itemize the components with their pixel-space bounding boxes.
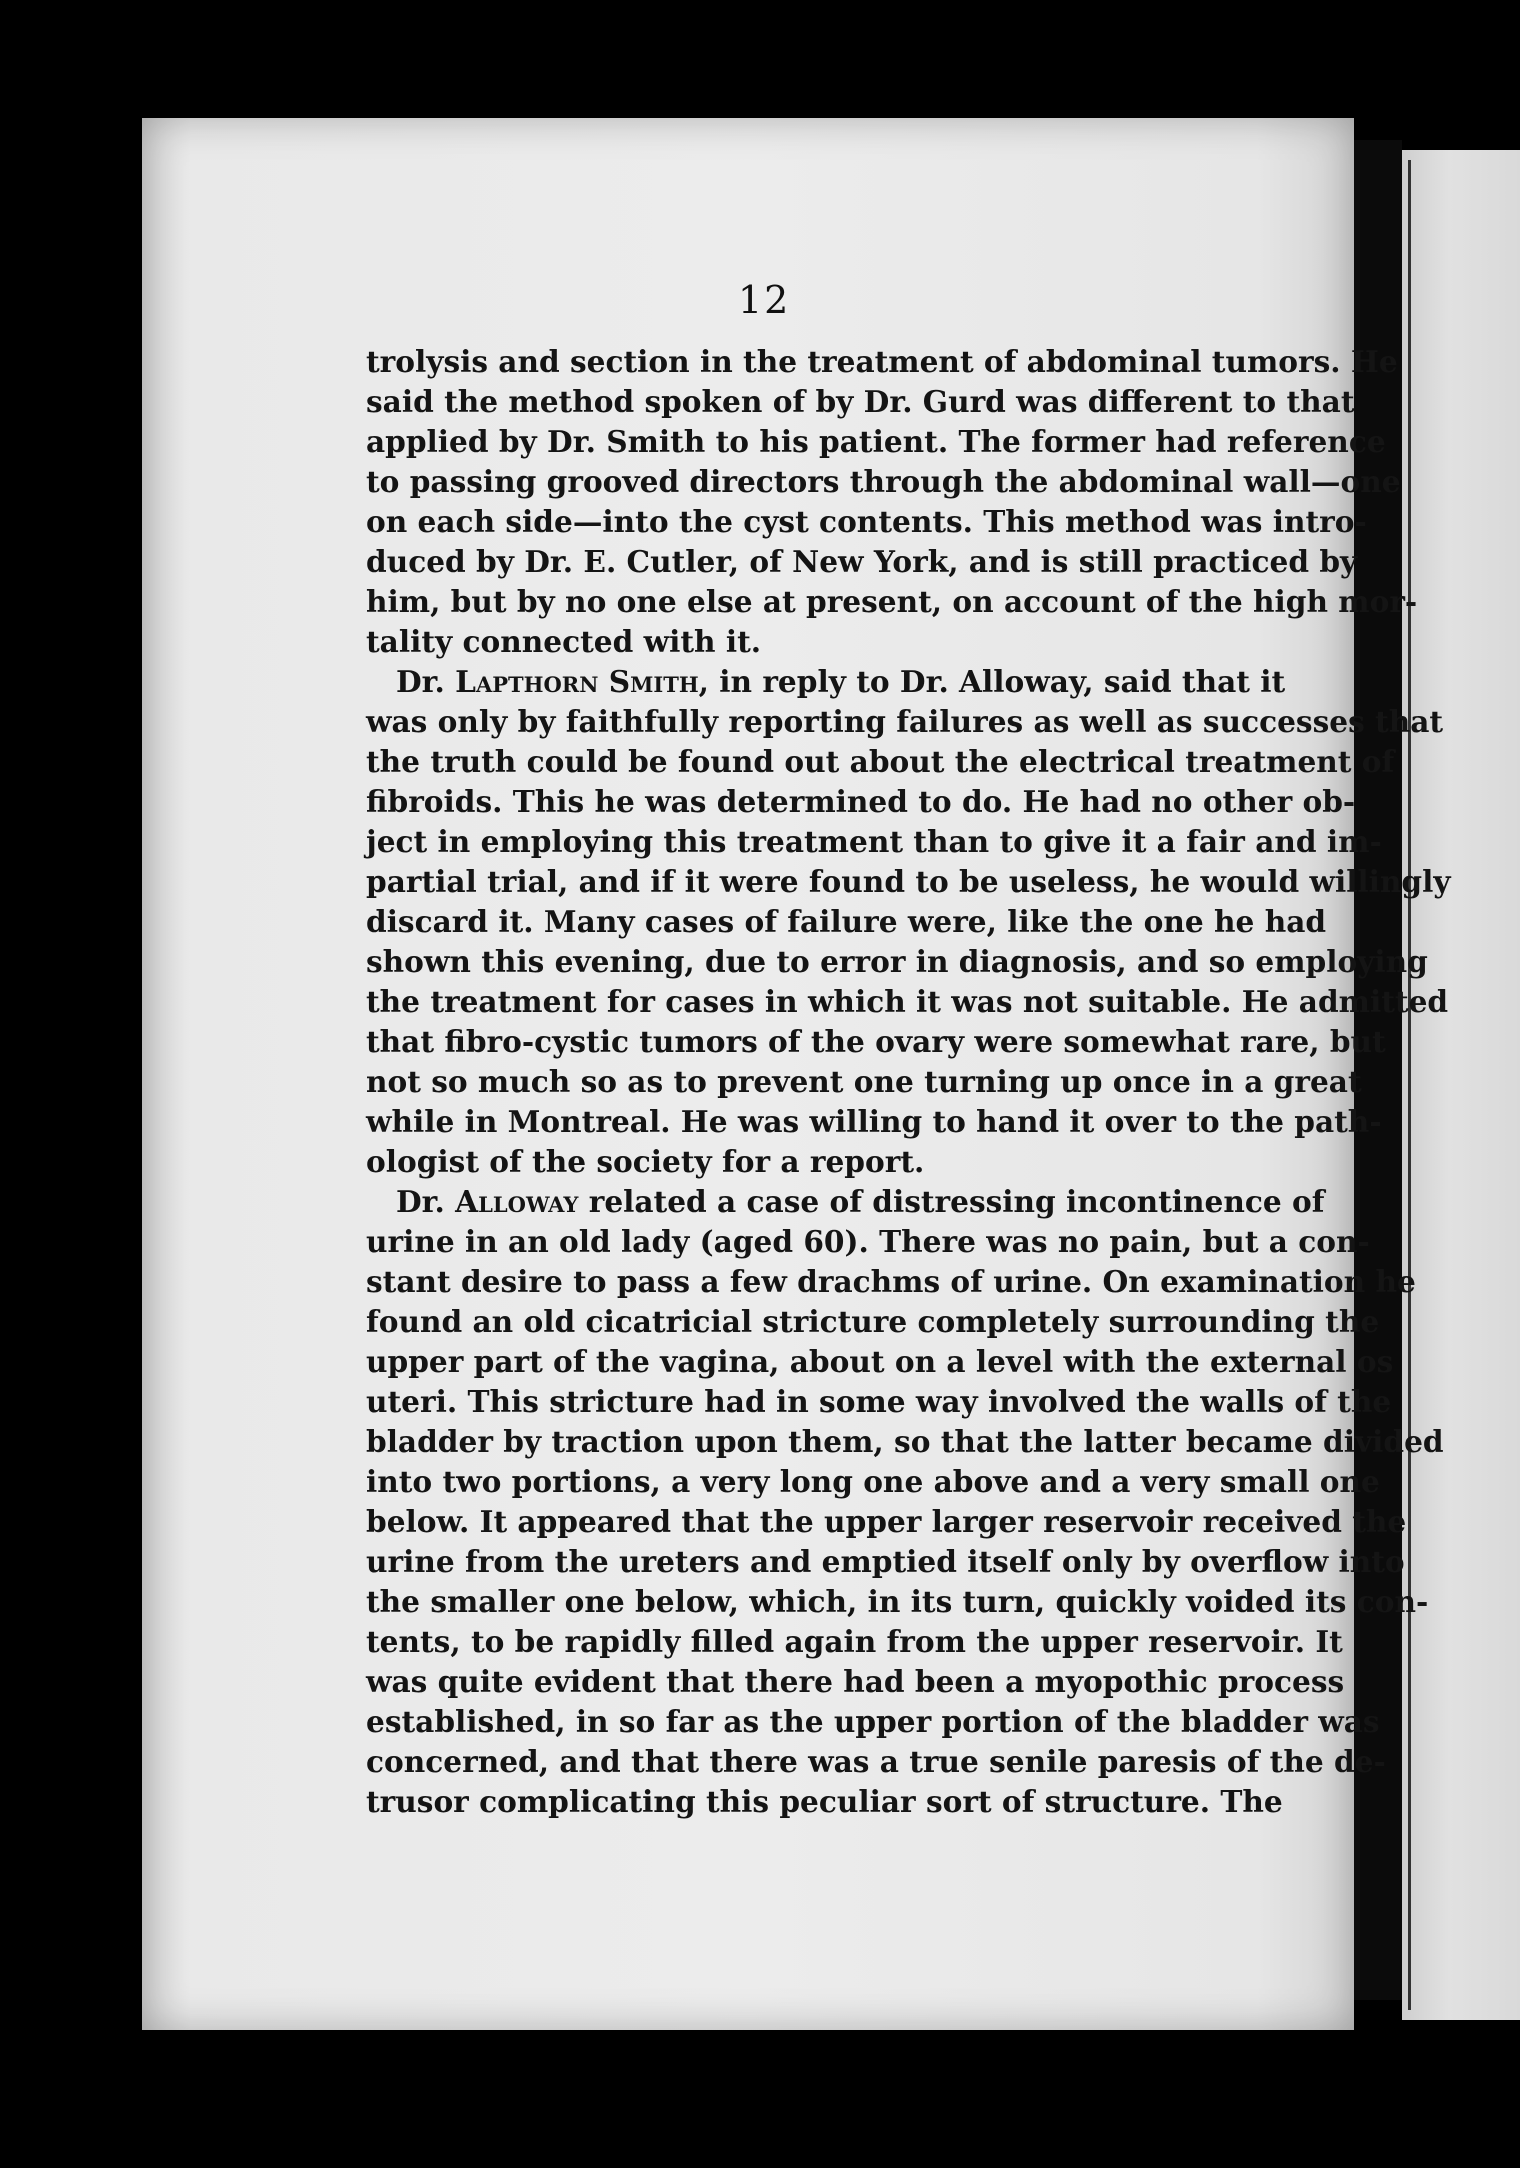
text-line — [366, 1222, 1370, 1262]
speaker-name: Alloway — [455, 1184, 579, 1219]
line-text: shown this evening, due to error in diagnosis, and so employing — [366, 944, 1428, 979]
page-number: 12 — [738, 278, 791, 322]
text-line — [366, 1342, 1394, 1382]
line-text: duced by Dr. E. Cutler, of New York, and is still practiced by — [366, 544, 1358, 579]
line-text: stant desire to pass a few drachms of urine. On examination he — [366, 1264, 1416, 1299]
line-text: upper part of the vagina, about on a level with the external os — [366, 1344, 1394, 1379]
line-text: him, but by no one else at present, on account of the high mor- — [366, 584, 1418, 619]
line-text: discard it. Many cases of failure were, like the one he had — [366, 904, 1327, 939]
text-line — [366, 982, 1449, 1022]
line-prefix: Dr. — [396, 664, 456, 699]
line-text: was quite evident that there had been a myopothic process — [366, 1664, 1345, 1699]
text-line — [366, 1262, 1416, 1302]
text-line — [366, 502, 1367, 542]
line-prefix: Dr. — [396, 1184, 456, 1219]
line-text: related a case of distressing incontinence of — [578, 1184, 1325, 1219]
line-text: partial trial, and if it were found to be useless, he would willingly — [366, 864, 1451, 899]
text-line — [366, 1022, 1386, 1062]
line-text: established, in so far as the upper portion of the bladder was — [366, 1704, 1380, 1739]
line-text: uteri. This stricture had in some way involved the walls of the — [366, 1384, 1392, 1419]
text-line — [366, 662, 1286, 702]
line-text: fibroids. This he was determined to do. He had no other ob- — [366, 784, 1356, 819]
text-line — [366, 782, 1356, 822]
text-line — [366, 1422, 1444, 1462]
text-line — [366, 582, 1418, 622]
adjacent-page-edge — [1402, 150, 1520, 2020]
line-text: , in reply to Dr. Alloway, said that it — [698, 664, 1286, 699]
line-text: the smaller one below, which, in its turn, quickly voided its con- — [366, 1584, 1429, 1619]
line-text: not so much so as to prevent one turning up once in a great — [366, 1064, 1362, 1099]
text-line — [366, 1542, 1405, 1582]
line-text: the truth could be found out about the electrical treatment of — [366, 744, 1395, 779]
text-line — [366, 942, 1428, 982]
line-text: trolysis and section in the treatment of abdominal tumors. He — [366, 344, 1398, 379]
line-text: on each side—into the cyst contents. This method was intro- — [366, 504, 1367, 539]
line-text: ject in employing this treatment than to give it a fair and im- — [366, 824, 1382, 859]
line-text: ologist of the society for a report. — [366, 1144, 925, 1179]
text-line — [366, 1062, 1362, 1102]
line-text: while in Montreal. He was willing to hand it over to the path- — [366, 1104, 1382, 1139]
text-line — [366, 1302, 1380, 1342]
text-line — [366, 1462, 1380, 1502]
text-line — [366, 1142, 1180, 1182]
line-text: found an old cicatricial stricture completely surrounding the — [366, 1304, 1380, 1339]
line-text: tents, to be rapidly filled again from the upper reservoir. It — [366, 1624, 1343, 1659]
line-text: said the method spoken of by Dr. Gurd was different to that — [366, 384, 1355, 419]
line-text: applied by Dr. Smith to his patient. The former had reference — [366, 424, 1386, 459]
text-line — [366, 702, 1444, 742]
line-text: that fibro-cystic tumors of the ovary were somewhat rare, but — [366, 1024, 1386, 1059]
line-text: was only by faithfully reporting failures as well as successes that — [366, 704, 1444, 739]
line-text: urine from the ureters and emptied itself only by overflow into — [366, 1544, 1405, 1579]
text-line — [366, 1742, 1386, 1782]
line-text: bladder by traction upon them, so that the latter became divided — [366, 1424, 1444, 1459]
text-line — [366, 1502, 1407, 1542]
line-text: the treatment for cases in which it was not suitable. He admitted — [366, 984, 1449, 1019]
text-line — [366, 1102, 1382, 1142]
text-line — [366, 342, 1398, 382]
text-line — [366, 382, 1355, 422]
text-line — [366, 622, 1180, 662]
line-text: tality connected with it. — [366, 624, 762, 659]
text-line — [366, 462, 1401, 502]
speaker-name: Lapthorn Smith — [455, 664, 699, 699]
text-line — [366, 1582, 1429, 1622]
body-text — [366, 342, 1451, 1822]
line-text: urine in an old lady (aged 60). There was no pain, but a con- — [366, 1224, 1370, 1259]
line-text: concerned, and that there was a true senile paresis of the de- — [366, 1744, 1386, 1779]
line-text: to passing grooved directors through the abdominal wall—one — [366, 464, 1401, 499]
text-line — [366, 542, 1358, 582]
text-line — [366, 422, 1386, 462]
line-text: into two portions, a very long one above and a very small one — [366, 1464, 1380, 1499]
text-line — [366, 822, 1382, 862]
line-text: trusor complicating this peculiar sort of structure. The — [366, 1784, 1283, 1819]
text-line — [366, 1622, 1343, 1662]
text-line — [366, 1182, 1325, 1222]
text-line — [366, 742, 1395, 782]
adjacent-page-rule — [1408, 160, 1411, 2010]
text-line — [366, 902, 1327, 942]
text-line — [366, 862, 1451, 902]
text-line — [366, 1382, 1392, 1422]
text-line — [366, 1702, 1380, 1742]
text-line — [366, 1782, 1283, 1822]
line-text: below. It appeared that the upper larger reservoir received the — [366, 1504, 1407, 1539]
text-line — [366, 1662, 1345, 1702]
